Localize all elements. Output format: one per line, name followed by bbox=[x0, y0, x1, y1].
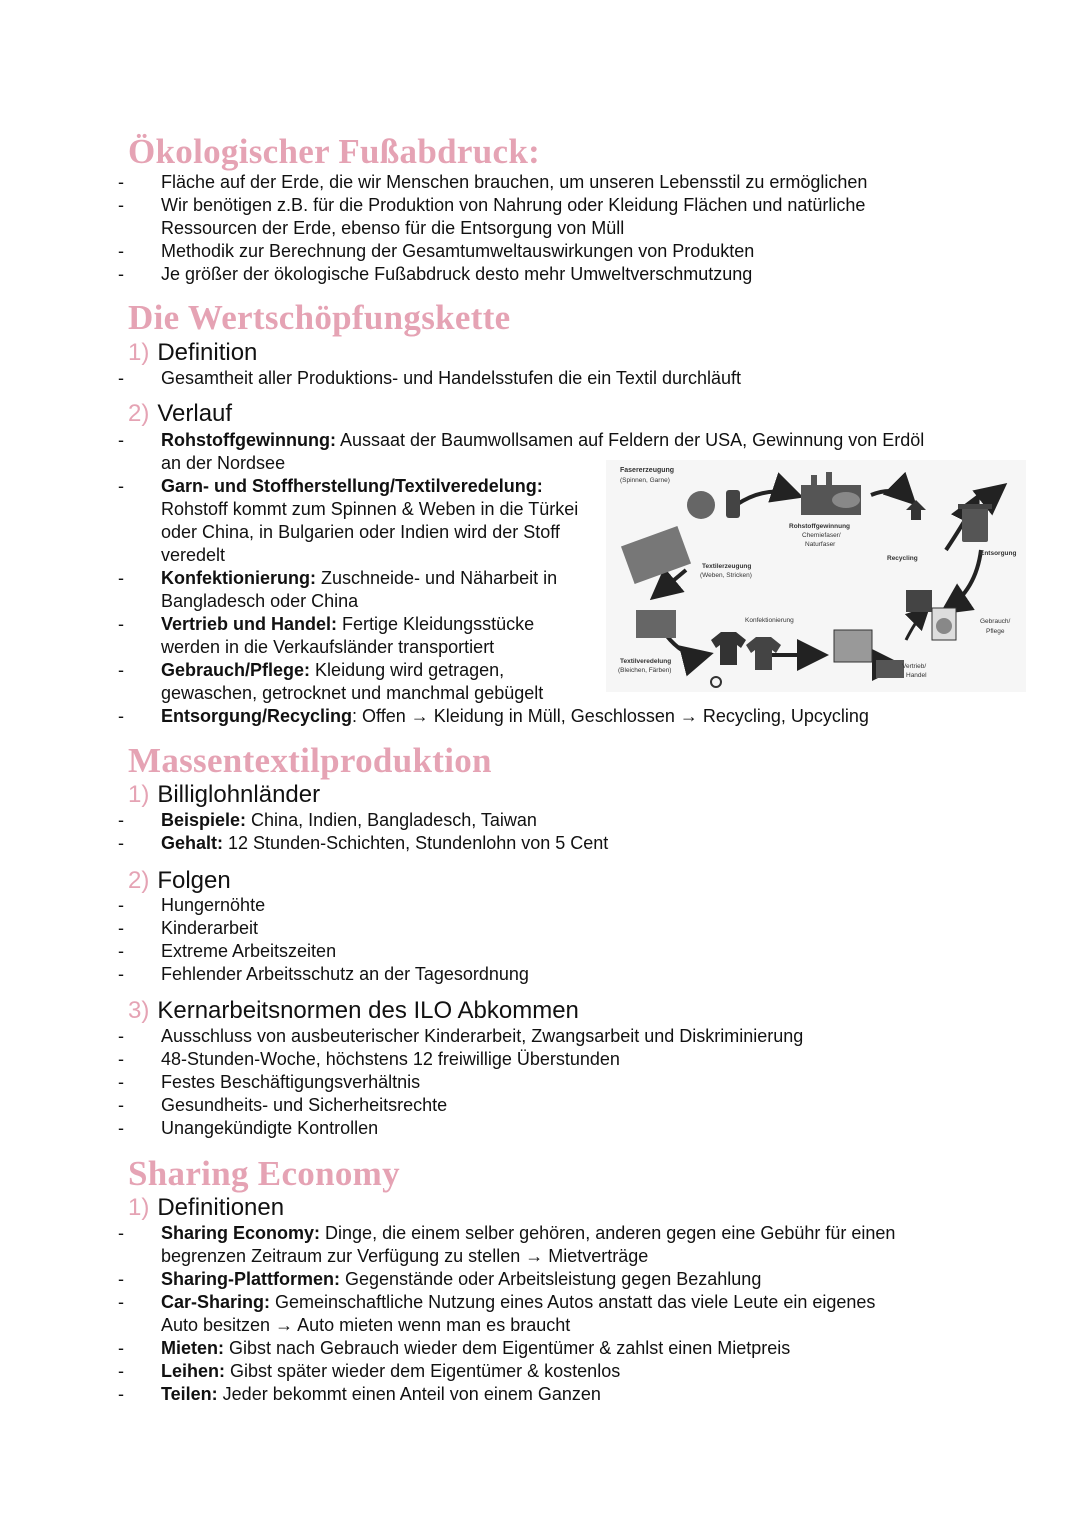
term: Mieten: bbox=[161, 1338, 224, 1358]
subheading-label: Folgen bbox=[157, 867, 231, 894]
heading-massentextilproduktion: Massentextilproduktion bbox=[128, 741, 492, 780]
label-rohstoff-sub2: Naturfaser bbox=[805, 541, 836, 548]
subheading-label: Billiglohnländer bbox=[157, 781, 321, 808]
label-textilerzeugung-sub: (Weben, Stricken) bbox=[700, 572, 752, 579]
heading-wertschoepfungskette: Die Wertschöpfungskette bbox=[128, 298, 511, 337]
description: 12 Stunden-Schichten, Stundenlohn von 5 Cent bbox=[223, 833, 609, 853]
description: Jeder bekommt einen Anteil von einem Ganzen bbox=[217, 1384, 601, 1404]
term: Garn- und Stoffherstellung/Textilveredelung: bbox=[161, 476, 543, 496]
term: Beispiele: bbox=[161, 810, 247, 830]
list-item: - Festes Beschäftigungsverhältnis bbox=[118, 1071, 958, 1094]
list-item: - Je größer der ökologische Fußabdruck desto mehr Umweltverschmutzung bbox=[118, 263, 958, 286]
fabric-icon bbox=[636, 610, 676, 638]
list-item bbox=[118, 1268, 958, 1291]
definition-list bbox=[118, 367, 958, 390]
list-item bbox=[118, 1337, 958, 1360]
label-textilerzeugung: Textilerzeugung bbox=[702, 563, 752, 570]
label-entsorgung: Entsorgung bbox=[980, 550, 1017, 557]
list-item: - Unangekündigte Kontrollen bbox=[118, 1117, 958, 1140]
description: : Offen → Kleidung in Müll, Geschlossen → Recycling, Upcycling bbox=[352, 706, 869, 726]
subheading-verlauf bbox=[128, 400, 232, 428]
list-item bbox=[118, 659, 601, 705]
term: Teilen: bbox=[161, 1384, 218, 1404]
subheading-number: 1) bbox=[128, 339, 150, 366]
sharing-list bbox=[118, 1222, 958, 1406]
chimney-icon bbox=[811, 475, 817, 487]
label-handel: Handel bbox=[906, 672, 927, 679]
folgen-list bbox=[118, 894, 958, 986]
list-item bbox=[118, 475, 599, 567]
wertschoepfungskette-diagram bbox=[606, 460, 1026, 692]
description: Aussaat der Baumwollsamen auf Feldern der USA, Gewinnung von Erdöl an der Nordsee bbox=[161, 430, 925, 473]
yarn-ball-icon bbox=[687, 491, 715, 519]
label-textilveredelung: Textilveredelung bbox=[620, 658, 672, 665]
label-textilveredelung-sub: (Bleichen, Färben) bbox=[618, 667, 672, 674]
heading-sharing-economy: Sharing Economy bbox=[128, 1154, 400, 1193]
list-item: - Hungernöhte bbox=[118, 894, 958, 917]
label-fasererzeugung-sub: (Spinnen, Garne) bbox=[620, 477, 670, 484]
list-item bbox=[118, 1222, 931, 1268]
subheading-label: Definitionen bbox=[157, 1194, 285, 1221]
list-item: - Methodik zur Berechnung der Gesamtumweltauswirkungen von Produkten bbox=[118, 240, 958, 263]
list-item bbox=[118, 1383, 958, 1406]
heading-oekologischer-fussabdruck: Ökologischer Fußabdruck: bbox=[128, 132, 541, 171]
term: Gehalt: bbox=[161, 833, 224, 853]
package-icon bbox=[876, 660, 904, 678]
ilo-list bbox=[118, 1025, 958, 1140]
fussabdruck-list bbox=[118, 171, 958, 286]
label-konfektionierung: Konfektionierung bbox=[745, 617, 794, 624]
label-recycling: Recycling bbox=[887, 555, 918, 562]
billiglohn-list bbox=[118, 809, 958, 855]
list-item: - Extreme Arbeitszeiten bbox=[118, 940, 958, 963]
list-item bbox=[118, 613, 591, 659]
list-item: - 48-Stunden-Woche, höchstens 12 freiwillige Überstunden bbox=[118, 1048, 958, 1071]
subheading-definition bbox=[128, 339, 257, 367]
description: Zuschneide- und Näharbeit in Bangladesch oder China bbox=[161, 568, 558, 611]
shirt-hanger-icon bbox=[906, 590, 932, 612]
subheading-number: 2) bbox=[128, 400, 150, 427]
description: Gibst später wieder dem Eigentümer & kostenlos bbox=[225, 1361, 621, 1381]
description: Kleidung wird getragen, gewaschen, getrocknet und manchmal gebügelt bbox=[161, 660, 544, 703]
list-item bbox=[118, 832, 958, 855]
description: Gegenstände oder Arbeitsleistung gegen Bezahlung bbox=[340, 1269, 762, 1289]
subheading-label: Verlauf bbox=[157, 400, 233, 427]
list-item: - Ausschluss von ausbeuterischer Kinderarbeit, Zwangsarbeit und Diskriminierung bbox=[118, 1025, 958, 1048]
description: China, Indien, Bangladesch, Taiwan bbox=[246, 810, 537, 830]
list-item: - Fläche auf der Erde, die wir Menschen brauchen, um unseren Lebensstil zu ermöglichen bbox=[118, 171, 958, 194]
washing-drum-icon bbox=[936, 618, 952, 634]
cash-register-icon bbox=[834, 630, 872, 662]
label-gebrauch: Gebrauch/ bbox=[980, 618, 1011, 625]
list-item: - Fehlender Arbeitsschutz an der Tagesordnung bbox=[118, 963, 958, 986]
list-item bbox=[118, 567, 591, 613]
subheading-billiglohnlaender bbox=[128, 781, 320, 809]
label-rohstoff-sub1: Chemiefaser/ bbox=[802, 532, 841, 539]
list-item: - Wir benötigen z.B. für die Produktion von Nahrung oder Kleidung Flächen und natürliche Ressourcen der Erde, ebenso für die Entsorgung von Müll bbox=[118, 194, 951, 240]
list-item: - Gesamtheit aller Produktions- und Handelsstufen die ein Textil durchläuft bbox=[118, 367, 958, 390]
term: Sharing Economy: bbox=[161, 1223, 321, 1243]
label-fasererzeugung: Fasererzeugung bbox=[620, 467, 675, 474]
subheading-label: Definition bbox=[157, 339, 258, 366]
subheading-ilo bbox=[128, 997, 579, 1025]
description: Gemeinschaftliche Nutzung eines Autos anstatt das viele Leute ein eigenes Auto besitzen → Auto mieten wenn man es braucht bbox=[161, 1292, 876, 1335]
subheading-number: 1) bbox=[128, 781, 150, 808]
subheading-label: Kernarbeitsnormen des ILO Abkommen bbox=[157, 997, 579, 1024]
subheading-definitionen bbox=[128, 1194, 284, 1222]
list-item bbox=[118, 1360, 958, 1383]
subheading-number: 1) bbox=[128, 1194, 150, 1221]
list-item bbox=[118, 809, 958, 832]
term: Konfektionierung: bbox=[161, 568, 316, 588]
subheading-folgen bbox=[128, 867, 231, 895]
chimney-icon bbox=[826, 472, 832, 487]
list-item: - Kinderarbeit bbox=[118, 917, 958, 940]
term: Vertrieb und Handel: bbox=[161, 614, 338, 634]
list-item bbox=[118, 1291, 891, 1337]
subheading-number: 2) bbox=[128, 867, 150, 894]
spool-icon bbox=[726, 490, 740, 518]
list-item bbox=[118, 705, 958, 728]
term: Sharing-Plattformen: bbox=[161, 1269, 341, 1289]
label-rohstoffgewinnung: Rohstoffgewinnung bbox=[789, 523, 851, 530]
trash-lid-icon bbox=[958, 504, 992, 509]
term: Leihen: bbox=[161, 1361, 226, 1381]
term: Car-Sharing: bbox=[161, 1292, 271, 1312]
term: Entsorgung/Recycling bbox=[161, 706, 353, 726]
description: Rohstoff kommt zum Spinnen & Weben in die Türkei oder China, in Bulgarien oder Indien wird der Stoff veredelt bbox=[161, 499, 579, 565]
trash-can-icon bbox=[962, 508, 988, 542]
description: Dinge, die einem selber gehören, anderen gegen eine Gebühr für einen begrenzen Zeitraum zur Verfügung zu stellen → Mietverträge bbox=[161, 1223, 896, 1266]
list-item: - Gesundheits- und Sicherheitsrechte bbox=[118, 1094, 958, 1117]
description: Fertige Kleidungsstücke werden in die Verkaufsländer transportiert bbox=[161, 614, 535, 657]
term: Gebrauch/Pflege: bbox=[161, 660, 311, 680]
label-pflege: Pflege bbox=[986, 628, 1005, 635]
sheep-icon bbox=[832, 492, 860, 508]
subheading-number: 3) bbox=[128, 997, 150, 1024]
label-vertrieb: Vertrieb/ bbox=[902, 663, 927, 670]
description: Gibst nach Gebrauch wieder dem Eigentümer & zahlst einen Mietpreis bbox=[224, 1338, 791, 1358]
term: Rohstoffgewinnung: bbox=[161, 430, 336, 450]
